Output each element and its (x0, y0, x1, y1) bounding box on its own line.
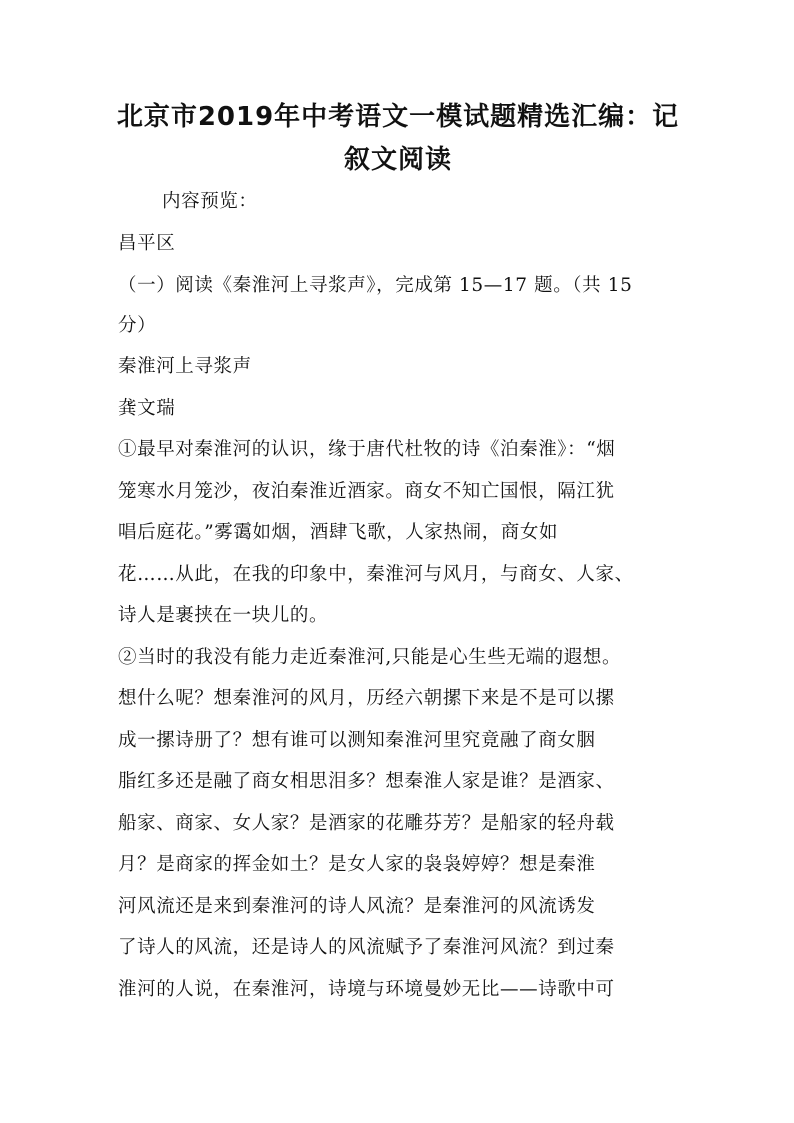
question-intro-line-2: 分） (118, 315, 157, 336)
paragraph-2-line: 了诗人的风流，还是诗人的风流赋予了秦淮河风流？到过秦 (118, 937, 615, 958)
preview-label: 内容预览： (162, 191, 258, 212)
paragraph-2-line: 河风流还是来到秦淮河的诗人风流？是秦淮河的风流诱发 (118, 896, 596, 917)
paragraph-2-line: 成一摞诗册了？想有谁可以测知秦淮河里究竟融了商女胭 (118, 730, 596, 751)
paragraph-2-line: 船家、商家、女人家？是酒家的花雕芬芳？是船家的轻舟载 (118, 813, 615, 834)
paragraph-1-line: 花……从此，在我的印象中，秦淮河与风月，与商女、人家、 (118, 564, 634, 585)
article-author: 龚文瑞 (118, 398, 176, 419)
paragraph-2-line: 脂红多还是融了商女相思泪多？想秦淮人家是谁？是酒家、 (118, 771, 615, 792)
question-intro-line-1: （一）阅读《秦淮河上寻浆声》，完成第 15—17 题。（共 15 (118, 275, 633, 296)
paragraph-1-line: ①最早对秦淮河的认识，缘于唐代杜牧的诗《泊秦淮》：“烟 (118, 439, 616, 460)
paragraph-2-line: ②当时的我没有能力走近秦淮河,只能是心生些无端的遐想。 (118, 647, 622, 668)
paragraph-1-line: 笼寒水月笼沙，夜泊秦淮近酒家。商女不知亡国恨，隔江犹 (118, 481, 615, 502)
paragraph-1-line: 唱后庭花。”雾霭如烟，酒肆飞歌，人家热闹，商女如 (118, 522, 559, 543)
paragraph-2-line: 想什么呢？想秦淮河的风月，历经六朝摞下来是不是可以摞 (118, 688, 615, 709)
document-title-line-2: 叙文阅读 (343, 145, 452, 175)
paragraph-2-line: 淮河的人说，在秦淮河，诗境与环境曼妙无比——诗歌中可 (118, 979, 615, 1000)
district-label: 昌平区 (118, 233, 176, 254)
paragraph-1-line: 诗人是裹挟在一块儿的。 (118, 605, 329, 626)
document-title-line-1: 北京市2019年中考语文一模试题精选汇编：记 (116, 102, 680, 132)
paragraph-2-line: 月？是商家的挥金如土？是女人家的袅袅婷婷？想是秦淮 (118, 854, 596, 875)
article-title: 秦淮河上寻浆声 (118, 356, 252, 377)
